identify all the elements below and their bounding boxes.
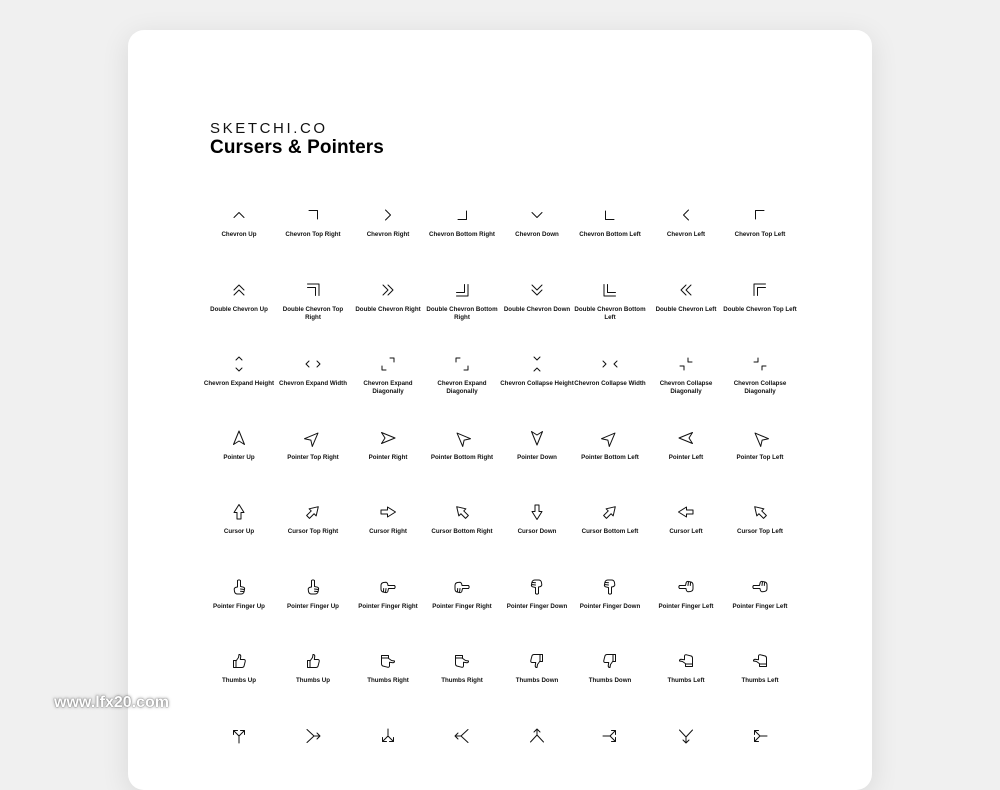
icon-label: Cursor Bottom Left	[581, 528, 639, 535]
icon-tile	[500, 206, 574, 239]
double-chevron-down-icon	[528, 281, 546, 299]
icon-label: Chevron Expand Diagonally	[437, 380, 487, 395]
cursor-bottom-right-icon	[453, 503, 471, 521]
icon-tile	[425, 652, 499, 685]
icon-label: Thumbs Left	[741, 677, 779, 684]
icon-tile	[573, 727, 647, 752]
icon-tile	[500, 355, 574, 388]
icon-tile	[202, 429, 276, 462]
icon-tile	[500, 652, 574, 685]
icon-label: Double Chevron Up	[210, 306, 268, 313]
icon-tile	[573, 652, 647, 685]
icon-label: Chevron Collapse Diagonally	[733, 380, 787, 395]
icon-tile	[500, 578, 574, 611]
icon-tile	[723, 652, 797, 685]
pointer-left-icon	[677, 429, 695, 447]
pointer-top-right-icon	[304, 429, 322, 447]
icon-label: Thumbs Up	[221, 677, 257, 684]
icon-tile	[276, 206, 350, 239]
icon-tile	[723, 206, 797, 239]
icon-tile	[351, 503, 425, 536]
pointer-down-icon	[528, 429, 546, 447]
icon-tile	[202, 652, 276, 685]
chevron-up-icon	[230, 206, 248, 224]
icon-tile	[649, 429, 723, 462]
thumbs-up-alt-icon	[304, 652, 322, 670]
thumbs-down-alt-icon	[601, 652, 619, 670]
split-arrow-left-icon	[751, 727, 769, 745]
icon-tile	[351, 652, 425, 685]
cursor-right-icon	[379, 503, 397, 521]
icon-label: Pointer Finger Down	[579, 603, 641, 610]
icon-label: Thumbs Up	[295, 677, 331, 684]
cursor-up-icon	[230, 503, 248, 521]
double-chevron-top-right-icon	[304, 281, 322, 299]
chevron-left-icon	[677, 206, 695, 224]
cursor-top-left-icon	[751, 503, 769, 521]
icon-tile	[723, 578, 797, 611]
chevron-collapse-diagonally-alt-icon	[751, 355, 769, 373]
icon-label: Pointer Finger Right	[432, 603, 492, 610]
chevron-collapse-width-icon	[601, 355, 619, 373]
icon-tile	[425, 727, 499, 752]
icon-tile	[202, 281, 276, 314]
icon-label: Pointer Up	[223, 454, 255, 461]
icon-label: Chevron Expand Diagonally	[363, 380, 413, 395]
icon-tile	[276, 652, 350, 685]
icon-tile	[202, 355, 276, 388]
pointer-finger-right-alt-icon	[453, 578, 471, 596]
split-arrow-right-icon	[601, 727, 619, 745]
icon-label: Chevron Collapse Width	[574, 380, 646, 387]
icon-label: Pointer Finger Right	[358, 603, 418, 610]
icon-tile	[202, 206, 276, 239]
thumbs-up-icon	[230, 652, 248, 670]
icon-label: Double Chevron Bottom Left	[574, 306, 646, 321]
icon-tile	[573, 206, 647, 239]
icon-tile	[723, 429, 797, 462]
icon-tile	[649, 206, 723, 239]
icon-label: Pointer Finger Left	[658, 603, 714, 610]
thumbs-right-icon	[379, 652, 397, 670]
icon-tile	[723, 727, 797, 752]
icon-tile	[649, 578, 723, 611]
icon-tile	[276, 281, 350, 322]
merge-arrow-up-icon	[528, 727, 546, 745]
thumbs-left-icon	[677, 652, 695, 670]
pointer-finger-up-icon	[230, 578, 248, 596]
icon-tile	[723, 503, 797, 536]
icon-tile	[649, 503, 723, 536]
icon-label: Pointer Finger Up	[287, 603, 339, 610]
icon-tile	[649, 355, 723, 396]
chevron-top-left-icon	[751, 206, 769, 224]
icon-label: Pointer Left	[668, 454, 704, 461]
icon-label: Chevron Bottom Left	[579, 231, 641, 238]
double-chevron-up-icon	[230, 281, 248, 299]
page-title: Cursers & Pointers	[210, 137, 384, 158]
icon-label: Chevron Top Right	[285, 231, 341, 238]
chevron-expand-diagonally-alt-icon	[453, 355, 471, 373]
icon-label: Cursor Top Left	[737, 528, 783, 535]
pointer-finger-down-alt-icon	[601, 578, 619, 596]
pointer-up-icon	[230, 429, 248, 447]
icon-label: Pointer Finger Up	[213, 603, 265, 610]
double-chevron-right-icon	[379, 281, 397, 299]
icon-label: Pointer Top Left	[736, 454, 784, 461]
icon-label: Thumbs Left	[667, 677, 705, 684]
split-arrow-down-icon	[379, 727, 397, 745]
icon-label: Thumbs Right	[367, 677, 409, 684]
icon-label: Cursor Right	[369, 528, 407, 535]
icon-tile	[351, 727, 425, 752]
icon-tile	[573, 578, 647, 611]
icon-tile	[573, 429, 647, 462]
icon-tile	[573, 355, 647, 388]
icon-label: Cursor Left	[669, 528, 703, 535]
icon-label: Pointer Bottom Right	[430, 454, 494, 461]
icon-tile	[425, 429, 499, 462]
brand-name: SKETCHI.CO	[210, 120, 328, 137]
chevron-expand-height-icon	[230, 355, 248, 373]
icon-tile	[425, 355, 499, 396]
double-chevron-top-left-icon	[751, 281, 769, 299]
chevron-right-icon	[379, 206, 397, 224]
merge-arrow-left-icon	[453, 727, 471, 745]
pointer-top-left-icon	[751, 429, 769, 447]
chevron-expand-width-icon	[304, 355, 322, 373]
icon-label: Thumbs Down	[588, 677, 632, 684]
icon-tile	[276, 503, 350, 536]
icon-tile	[500, 727, 574, 752]
icon-label: Double Chevron Top Left	[723, 306, 797, 313]
cursor-left-icon	[677, 503, 695, 521]
pointer-finger-right-icon	[379, 578, 397, 596]
icon-tile	[276, 355, 350, 388]
icon-tile	[649, 727, 723, 752]
icon-label: Pointer Bottom Left	[581, 454, 639, 461]
cursor-bottom-left-icon	[601, 503, 619, 521]
thumbs-down-icon	[528, 652, 546, 670]
icon-tile	[202, 578, 276, 611]
icon-label: Cursor Down	[517, 528, 557, 535]
cursor-top-right-icon	[304, 503, 322, 521]
icon-tile	[500, 503, 574, 536]
icon-tile	[425, 281, 499, 322]
chevron-collapse-diagonally-icon	[677, 355, 695, 373]
icon-tile	[351, 578, 425, 611]
icon-tile	[500, 281, 574, 314]
chevron-down-icon	[528, 206, 546, 224]
icon-tile	[425, 206, 499, 239]
icon-tile	[276, 429, 350, 462]
icon-label: Chevron Top Left	[734, 231, 786, 238]
icon-label: Cursor Top Right	[287, 528, 339, 535]
icon-tile	[500, 429, 574, 462]
icon-tile	[649, 652, 723, 685]
double-chevron-bottom-right-icon	[453, 281, 471, 299]
icon-tile	[723, 355, 797, 396]
icon-label: Pointer Top Right	[287, 454, 339, 461]
icon-tile	[649, 281, 723, 314]
merge-arrow-down-icon	[677, 727, 695, 745]
merge-arrow-right-icon	[304, 727, 322, 745]
icon-label: Chevron Expand Width	[278, 380, 347, 387]
icon-label: Pointer Finger Down	[506, 603, 568, 610]
icon-tile	[276, 727, 350, 752]
icon-label: Chevron Expand Height	[203, 380, 275, 387]
cursor-down-icon	[528, 503, 546, 521]
icon-label: Double Chevron Bottom Right	[426, 306, 498, 321]
pointer-right-icon	[379, 429, 397, 447]
pointer-bottom-right-icon	[453, 429, 471, 447]
icon-label: Chevron Bottom Right	[429, 231, 495, 238]
icon-label: Chevron Collapse Diagonally	[659, 380, 713, 395]
icon-label: Chevron Right	[366, 231, 410, 238]
icon-label: Double Chevron Down	[503, 306, 571, 313]
double-chevron-left-icon	[677, 281, 695, 299]
icon-tile	[276, 578, 350, 611]
chevron-bottom-left-icon	[601, 206, 619, 224]
icon-label: Double Chevron Top Right	[282, 306, 344, 321]
thumbs-right-alt-icon	[453, 652, 471, 670]
pointer-finger-left-alt-icon	[751, 578, 769, 596]
icon-tile	[425, 503, 499, 536]
icon-tile	[351, 281, 425, 314]
pointer-finger-up-alt-icon	[304, 578, 322, 596]
chevron-bottom-right-icon	[453, 206, 471, 224]
icon-tile	[425, 578, 499, 611]
icon-label: Thumbs Down	[515, 677, 559, 684]
pointer-finger-left-icon	[677, 578, 695, 596]
thumbs-left-alt-icon	[751, 652, 769, 670]
icon-label: Pointer Right	[368, 454, 408, 461]
icon-label: Thumbs Right	[441, 677, 483, 684]
icon-label: Cursor Up	[223, 528, 255, 535]
icon-tile	[202, 503, 276, 536]
icon-label: Double Chevron Right	[355, 306, 421, 313]
icon-tile	[573, 281, 647, 322]
icon-tile	[351, 429, 425, 462]
watermark: www.lfx20.com	[54, 694, 169, 711]
icon-label: Chevron Down	[515, 231, 559, 238]
icon-label: Chevron Left	[666, 231, 706, 238]
icon-tile	[202, 727, 276, 752]
icon-label: Chevron Up	[221, 231, 257, 238]
chevron-top-right-icon	[304, 206, 322, 224]
icon-label: Pointer Finger Left	[732, 603, 788, 610]
chevron-expand-diagonally-icon	[379, 355, 397, 373]
icon-tile	[351, 206, 425, 239]
chevron-collapse-height-icon	[528, 355, 546, 373]
pointer-bottom-left-icon	[601, 429, 619, 447]
icon-tile	[723, 281, 797, 314]
double-chevron-bottom-left-icon	[601, 281, 619, 299]
icon-label: Cursor Bottom Right	[431, 528, 493, 535]
icon-tile	[351, 355, 425, 396]
icon-tile	[573, 503, 647, 536]
icon-label: Pointer Down	[517, 454, 557, 461]
icon-label: Chevron Collapse Height	[500, 380, 574, 387]
split-arrow-up-icon	[230, 727, 248, 745]
icon-label: Double Chevron Left	[655, 306, 717, 313]
pointer-finger-down-icon	[528, 578, 546, 596]
